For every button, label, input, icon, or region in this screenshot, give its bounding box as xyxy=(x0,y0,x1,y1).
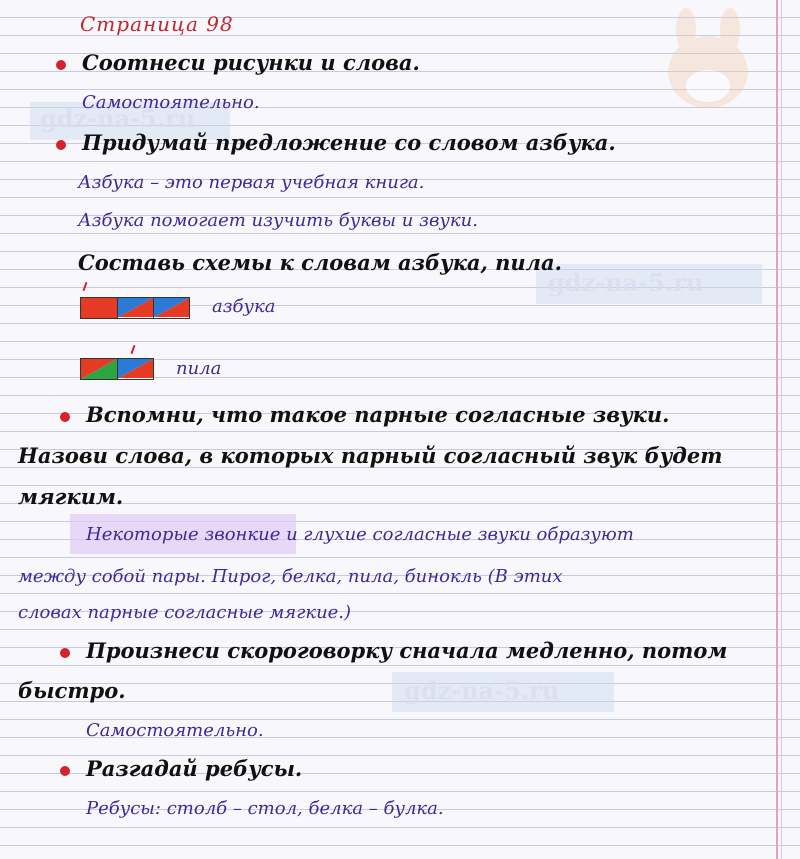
bullet-icon xyxy=(56,60,66,70)
task-text: Составь схемы к словам азбука, пила. xyxy=(78,250,562,275)
sound-scheme-azbuka xyxy=(80,297,190,319)
task-text: Соотнеси рисунки и слова. xyxy=(82,50,420,75)
stress-mark-icon xyxy=(83,282,88,291)
scheme-cell xyxy=(117,359,153,379)
margin-line-secondary xyxy=(781,0,782,859)
task-text: Вспомни, что такое парные согласные звуки. xyxy=(86,402,670,427)
answer-text: словах парные согласные мягкие.) xyxy=(18,602,352,623)
bullet-icon xyxy=(60,648,70,658)
task-text: Придумай предложение со словом азбука. xyxy=(82,130,616,155)
stress-mark-icon xyxy=(131,345,136,354)
answer-text: Азбука – это первая учебная книга. xyxy=(78,172,425,193)
bullet-icon xyxy=(60,412,70,422)
answer-text: Некоторые звонкие и глухие согласные звуки образуют xyxy=(86,524,634,545)
scheme-cell xyxy=(81,298,117,318)
answer-text: Ребусы: столб – стол, белка – булка. xyxy=(86,798,444,819)
answer-text: между собой пары. Пирог, белка, пила, бинокль (В этих xyxy=(18,566,563,587)
watermark-text: gdz-na-5.ru xyxy=(404,676,560,705)
mascot-watermark-icon xyxy=(648,2,768,122)
task-text: мягким. xyxy=(18,484,124,509)
task-text: быстро. xyxy=(18,678,126,703)
scheme-word-label: азбука xyxy=(212,296,276,317)
bullet-icon xyxy=(60,766,70,776)
task-text: Произнеси скороговорку сначала медленно, потом xyxy=(86,638,728,663)
scheme-word-label: пила xyxy=(176,358,222,379)
scheme-cell xyxy=(117,298,153,318)
answer-text: Самостоятельно. xyxy=(86,720,264,741)
scheme-cell xyxy=(81,359,117,379)
watermark-text: gdz-na-5.ru xyxy=(40,104,196,133)
page-title: Страница 98 xyxy=(80,12,234,36)
margin-line xyxy=(776,0,778,859)
watermark-text: gdz-na-5.ru xyxy=(548,268,704,297)
answer-text: Азбука помогает изучить буквы и звуки. xyxy=(78,210,478,231)
answer-text: Самостоятельно. xyxy=(82,92,260,113)
scheme-cell xyxy=(153,298,189,318)
sound-scheme-pila xyxy=(80,358,154,380)
task-text: Назови слова, в которых парный согласный звук будет xyxy=(18,443,723,468)
bullet-icon xyxy=(56,140,66,150)
task-text: Разгадай ребусы. xyxy=(86,756,303,781)
